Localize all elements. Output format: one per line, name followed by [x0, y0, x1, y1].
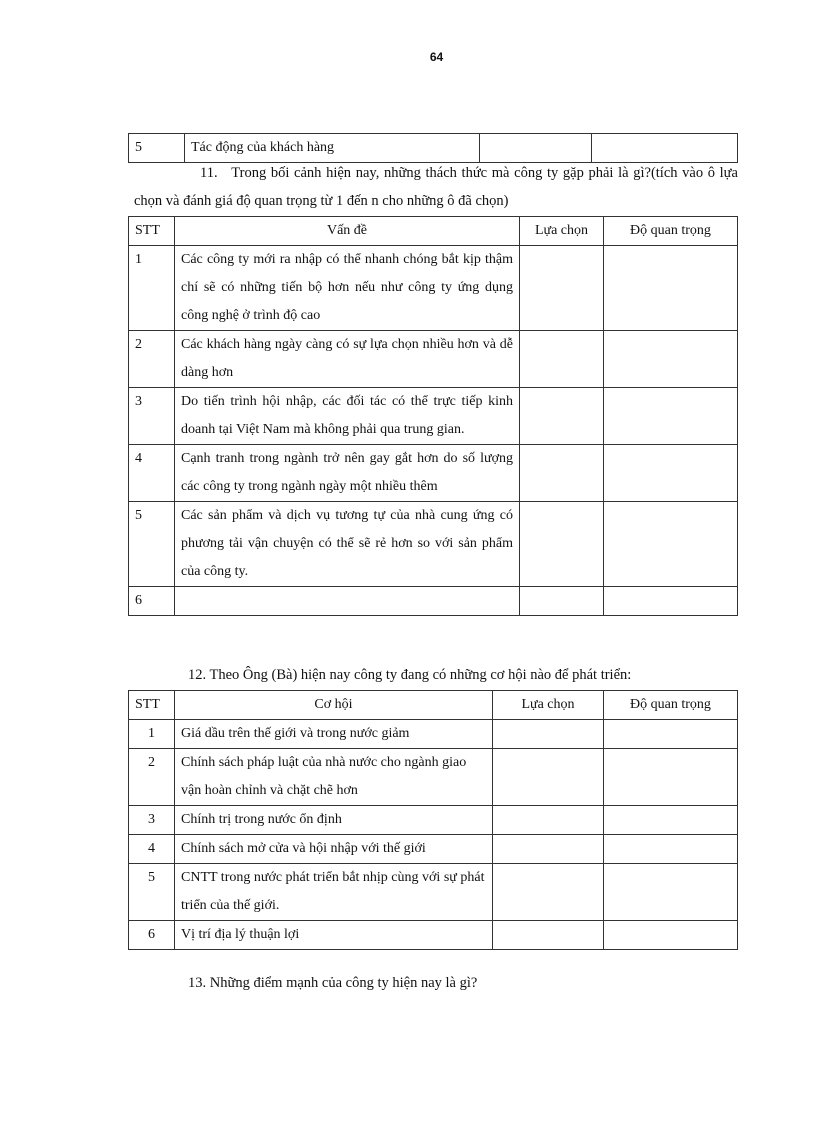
opportunity-cell: Chính trị trong nước ổn định	[175, 806, 493, 835]
table-row	[129, 749, 738, 806]
stt-cell: 4	[129, 835, 175, 864]
issue-cell: Các công ty mới ra nhập có thể nhanh chóng bắt kịp thậm chí sẽ có những tiến bộ hơn nếu như công ty ứng dụng công nghệ ở trình độ cao	[175, 246, 520, 331]
table-header-row	[129, 691, 738, 720]
opportunity-cell: Vị trí địa lý thuận lợi	[175, 921, 493, 950]
importance-cell[interactable]	[604, 864, 738, 921]
importance-cell[interactable]	[604, 806, 738, 835]
table-row	[129, 246, 738, 331]
table-header-row	[129, 217, 738, 246]
stt-cell: 5	[129, 502, 175, 587]
question-11-number: 11.	[200, 165, 218, 181]
opportunity-cell: Chính sách mở cửa và hội nhập với thế giới	[175, 835, 493, 864]
header-choice: Lựa chọn	[493, 691, 604, 720]
table-row	[129, 587, 738, 616]
importance-cell[interactable]	[604, 921, 738, 950]
header-opportunity: Cơ hội	[175, 691, 493, 720]
choice-cell[interactable]	[493, 749, 604, 806]
stt-cell: 2	[129, 749, 175, 806]
issue-cell: Cạnh tranh trong ngành trở nên gay gắt hơn do số lượng các công ty trong ngành ngày một nhiều thêm	[175, 445, 520, 502]
choice-cell[interactable]	[520, 502, 604, 587]
table-row	[129, 445, 738, 502]
header-issue: Vấn đề	[175, 217, 520, 246]
importance-cell[interactable]	[604, 445, 738, 502]
stt-cell: 5	[129, 134, 185, 163]
header-stt: STT	[129, 691, 175, 720]
issue-cell[interactable]	[175, 587, 520, 616]
opportunity-cell: Giá dầu trên thế giới và trong nước giảm	[175, 720, 493, 749]
question-11	[134, 159, 738, 215]
header-stt: STT	[129, 217, 175, 246]
choice-cell[interactable]	[520, 587, 604, 616]
stt-cell: 4	[129, 445, 175, 502]
issue-cell: Các sản phẩm và dịch vụ tương tự của nhà cung ứng có phương tải vận chuyện có thể sẽ rẻ hơn so với sản phẩm của công ty.	[175, 502, 520, 587]
stt-cell: 3	[129, 806, 175, 835]
issue-cell: Các khách hàng ngày càng có sự lựa chọn nhiều hơn và dễ dàng hơn	[175, 331, 520, 388]
choice-cell[interactable]	[493, 835, 604, 864]
importance-cell[interactable]	[604, 720, 738, 749]
issue-cell: Do tiến trình hội nhập, các đối tác có thể trực tiếp kinh doanh tại Việt Nam mà không phải qua trung gian.	[175, 388, 520, 445]
choice-cell[interactable]	[493, 806, 604, 835]
header-choice: Lựa chọn	[520, 217, 604, 246]
opportunity-cell: CNTT trong nước phát triển bắt nhịp cùng với sự phát triển của thế giới.	[175, 864, 493, 921]
choice-cell[interactable]	[520, 246, 604, 331]
choice-cell[interactable]	[520, 388, 604, 445]
importance-cell[interactable]	[604, 246, 738, 331]
question-12: 12. Theo Ông (Bà) hiện nay công ty đang có những cơ hội nào để phát triển:	[188, 667, 632, 683]
choice-cell[interactable]	[493, 921, 604, 950]
question-11-text: Trong bối cảnh hiện nay, những thách thức mà công ty gặp phải là gì?(tích vào ô lựa chọn và đánh giá độ quan trọng từ 1 đến n cho những ô đã chọn)	[134, 165, 738, 209]
table-row	[129, 502, 738, 587]
choice-cell[interactable]	[520, 331, 604, 388]
header-importance: Độ quan trọng	[604, 217, 738, 246]
table-row	[129, 835, 738, 864]
table-row	[129, 388, 738, 445]
opportunities-table	[128, 690, 738, 950]
importance-cell[interactable]	[604, 749, 738, 806]
importance-cell[interactable]	[604, 331, 738, 388]
choice-cell[interactable]	[520, 445, 604, 502]
question-13: 13. Những điểm mạnh của công ty hiện nay là gì?	[188, 975, 478, 991]
table-row	[129, 720, 738, 749]
stt-cell: 6	[129, 587, 175, 616]
choice-cell[interactable]	[493, 864, 604, 921]
stt-cell: 2	[129, 331, 175, 388]
importance-cell[interactable]	[604, 388, 738, 445]
stt-cell: 6	[129, 921, 175, 950]
stt-cell: 1	[129, 720, 175, 749]
table-row	[129, 806, 738, 835]
factor-cell: Tác động của khách hàng	[185, 134, 480, 163]
table-row	[129, 921, 738, 950]
opportunity-cell: Chính sách pháp luật của nhà nước cho ngành giao vận hoàn chỉnh và chặt chẽ hơn	[175, 749, 493, 806]
stt-cell: 1	[129, 246, 175, 331]
page-number: 64	[429, 50, 444, 64]
challenges-table	[128, 216, 738, 616]
table-row	[129, 864, 738, 921]
importance-cell[interactable]	[604, 835, 738, 864]
importance-cell[interactable]	[604, 587, 738, 616]
stt-cell: 5	[129, 864, 175, 921]
stt-cell: 3	[129, 388, 175, 445]
header-importance: Độ quan trọng	[604, 691, 738, 720]
table-row	[129, 331, 738, 388]
importance-cell[interactable]	[604, 502, 738, 587]
choice-cell[interactable]	[493, 720, 604, 749]
